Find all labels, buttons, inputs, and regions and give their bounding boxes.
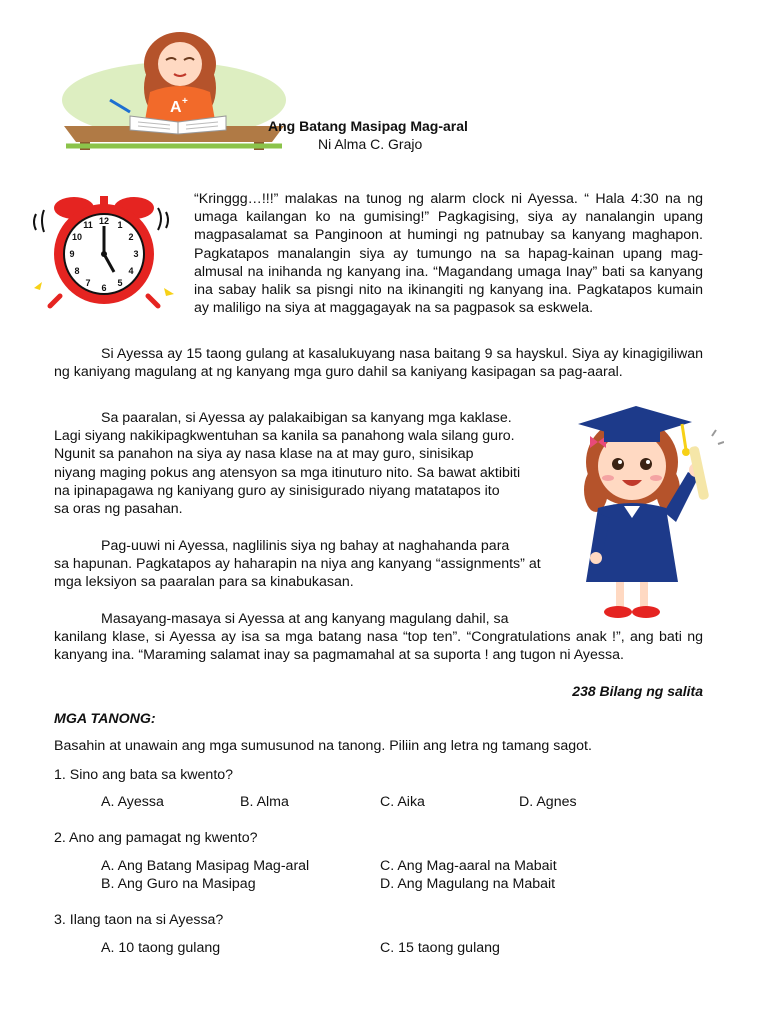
question-1: 1. Sino ang bata sa kwento? bbox=[54, 767, 234, 783]
word-count: 238 Bilang ng salita bbox=[572, 683, 703, 699]
paragraph-3-line: Sa paaralan, si Ayessa ay palakaibigan sa kanyang mga kaklase. bbox=[101, 410, 512, 426]
q3-option-a[interactable]: A. 10 taong gulang bbox=[101, 940, 221, 956]
paragraph-4-line: mga leksiyon sa paaralan para sa kinabukasan. bbox=[54, 574, 354, 591]
story-author: Ni Alma C. Grajo bbox=[318, 136, 423, 152]
paragraph-3 bbox=[54, 409, 574, 518]
paragraph-4-line: sa hapunan. Pagkatapos ay haharapin na niya ang kanyang “assignments” at bbox=[54, 556, 541, 573]
q2-option-b[interactable]: B. Ang Guro na Masipag bbox=[101, 876, 256, 892]
paragraph-4-line: Pag-uuwi ni Ayessa, naglilinis siya ng bahay at naghahanda para bbox=[101, 538, 510, 554]
question-2: 2. Ano ang pamagat ng kwento? bbox=[54, 830, 258, 846]
clock-number: 11 bbox=[83, 220, 93, 230]
paragraph-3-line: Ngunit sa panahon na siya ay nasa klase na at may guro, sinisikap bbox=[54, 446, 474, 463]
clock-number: 1 bbox=[117, 220, 123, 230]
q1-option-d[interactable]: D. Agnes bbox=[519, 794, 577, 810]
svg-text:+: + bbox=[182, 96, 188, 107]
paragraph-3-line: Lagi siyang nakikipagkwentuhan sa kanila sa panahong wala silang guro. bbox=[54, 428, 515, 445]
paragraph-1: “Kringgg…!!!” malakas na tunog ng alarm clock ni Ayessa. “ Hala 4:30 na ng umaga kailangan ko na gumising!” Pagkagising, siya ay nanalangin upang magpasalamat sa Panginoon at humingi ng patnubay sa kanyang maghapon. Pagkatapos manalangin siya ay tumungo na sa hapag-kainan upang mag-almusal na inihanda ng kanyang ina. “Magandang umaga Inay” bati sa kanyang ina sabay halik sa pisngi nito na ikinangiti ng kanyang ina. Pagkatapos kumain ay maliligo na siya at maggagayak na sa pagpasok sa eskwela. bbox=[194, 191, 703, 317]
q3-option-c[interactable]: C. 15 taong gulang bbox=[380, 940, 500, 956]
svg-text:A: A bbox=[170, 99, 182, 116]
clock-number: 9 bbox=[69, 249, 75, 259]
paragraph-5-first-line: Masayang-masaya si Ayessa at ang kanyang magulang dahil, sa bbox=[101, 611, 509, 627]
clock-number: 5 bbox=[117, 278, 123, 288]
paragraph-3-line: sa oras ng pasahan. bbox=[54, 501, 183, 518]
graduate-girl-illustration bbox=[574, 398, 724, 626]
clock-number: 10 bbox=[71, 232, 83, 242]
questions-instruction: Basahin at unawain ang mga sumusunod na tanong. Piliin ang letra ng tamang sagot. bbox=[54, 738, 592, 754]
clock-number: 12 bbox=[98, 216, 110, 226]
paragraph-3-line: na ipinapagawa ng kaniyang guro ay sinisigurado niyang matatapos ito bbox=[54, 482, 500, 499]
alarm-clock-illustration bbox=[30, 192, 180, 310]
clock-number: 6 bbox=[101, 283, 107, 293]
clock-number: 7 bbox=[85, 278, 91, 288]
paragraph-3-line: niyang maging pokus ang atensyon sa mga itinuturo nito. Sa bawat aktibiti bbox=[54, 464, 521, 481]
q2-option-d[interactable]: D. Ang Magulang na Mabait bbox=[380, 876, 556, 892]
clock-number: 2 bbox=[128, 232, 134, 242]
q1-option-b[interactable]: B. Alma bbox=[240, 794, 289, 810]
paragraph-4 bbox=[54, 537, 594, 592]
paragraph-2: Si Ayessa ay 15 taong gulang at kasalukuyang nasa baitang 9 sa hayskul. Siya ay kinagigiliwan ng kaniyang magulang at ng kanyang mga guro dahil sa kaniyang kasipagan sa pag-aaral. bbox=[54, 346, 703, 381]
clock-number: 4 bbox=[128, 266, 134, 276]
question-3: 3. Ilang taon na si Ayessa? bbox=[54, 912, 224, 928]
questions-heading: MGA TANONG: bbox=[54, 711, 156, 727]
studying-girl-illustration bbox=[58, 30, 290, 152]
q1-option-c[interactable]: C. Aika bbox=[380, 794, 425, 810]
story-title: Ang Batang Masipag Mag-aral bbox=[268, 118, 468, 134]
q1-option-a[interactable]: A. Ayessa bbox=[101, 794, 164, 810]
q2-option-c[interactable]: C. Ang Mag-aaral na Mabait bbox=[380, 858, 557, 874]
paragraph-5: kanilang klase, si Ayessa ay isa sa mga batang nasa “top ten”. “Congratulations anak !”, ang bati ng kanyang ina. “Maraming salamat inay sa pagmamahal at sa suporta ! ang tugon ni Ayessa. bbox=[54, 629, 703, 664]
clock-number: 3 bbox=[133, 249, 139, 259]
q2-option-a[interactable]: A. Ang Batang Masipag Mag-aral bbox=[101, 858, 310, 874]
clock-number: 8 bbox=[74, 266, 80, 276]
